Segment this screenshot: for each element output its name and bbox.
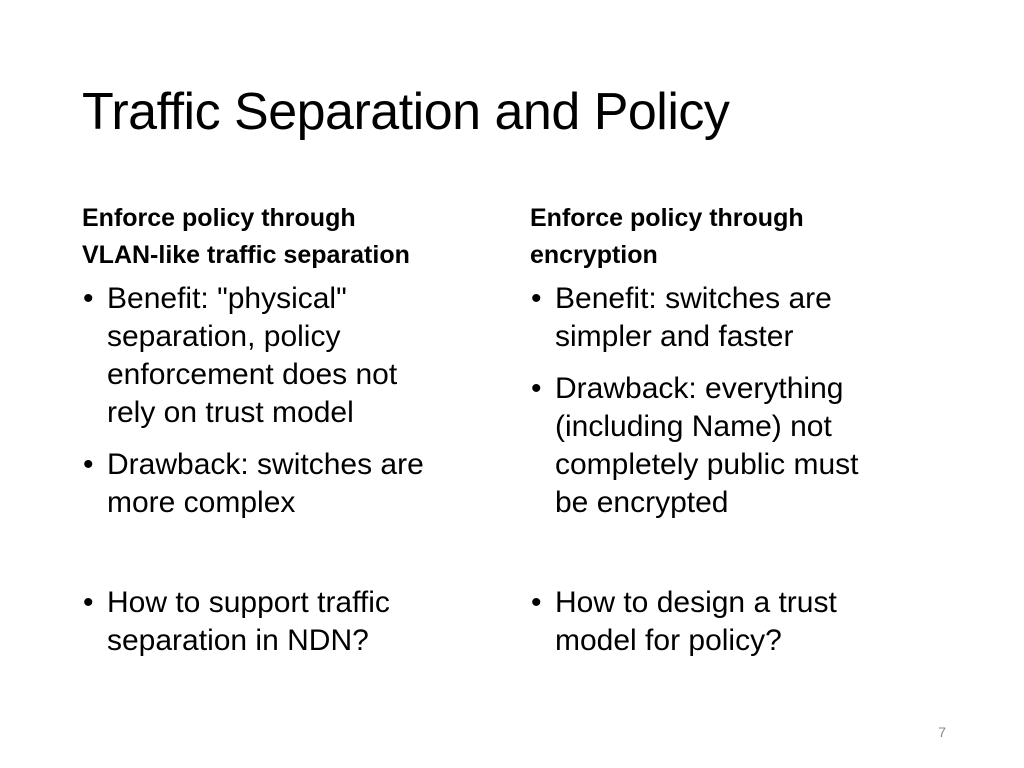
bullet-text-line: separation in NDN? [107, 624, 369, 657]
bullet-text-line: more complex [107, 486, 296, 519]
bullet-item [82, 584, 502, 660]
left-heading-line: Enforce policy through [82, 204, 356, 232]
bullet-text-line: (including Name) not [555, 410, 832, 443]
bullet-text-line: How to design a trust [555, 586, 837, 619]
bullet-text-line: Benefit: "physical" [107, 282, 347, 315]
bullet-item [530, 280, 950, 356]
bullet-text-line: rely on trust model [107, 396, 354, 429]
bullet-dot-icon: • [531, 586, 542, 619]
left-heading-line: VLAN-like traffic separation [82, 241, 410, 269]
bullet-text-line: enforcement does not [107, 358, 398, 391]
right-column-heading [530, 200, 950, 274]
left-column-heading [82, 200, 502, 274]
right-heading-line: encryption [530, 241, 658, 269]
bullet-text-line: be encrypted [555, 486, 729, 519]
left-column [82, 200, 502, 674]
bullet-item [82, 280, 502, 432]
right-heading-line: Enforce policy through [530, 204, 804, 232]
bullet-text-line: Drawback: everything [555, 372, 844, 405]
right-bullet-list [530, 280, 950, 660]
bullet-item [82, 446, 502, 522]
bullet-text-line: completely public must [555, 448, 859, 481]
bullet-dot-icon: • [83, 282, 94, 315]
bullet-dot-icon: • [83, 586, 94, 619]
page-number: 7 [938, 724, 946, 740]
slide-title: Traffic Separation and Policy [82, 83, 730, 141]
bullet-text-line: simpler and faster [555, 320, 794, 353]
left-bullet-list [82, 280, 502, 660]
bullet-dot-icon: • [531, 372, 542, 405]
bullet-text-line: separation, policy [107, 320, 341, 353]
bullet-text-line: Drawback: switches are [107, 448, 424, 481]
right-column [530, 200, 950, 674]
bullet-text-line: Benefit: switches are [555, 282, 832, 315]
bullet-item [530, 370, 950, 522]
bullet-text-line: How to support traffic [107, 586, 390, 619]
bullet-dot-icon: • [83, 448, 94, 481]
bullet-item [530, 584, 950, 660]
bullet-text-line: model for policy? [555, 624, 782, 657]
bullet-dot-icon: • [531, 282, 542, 315]
